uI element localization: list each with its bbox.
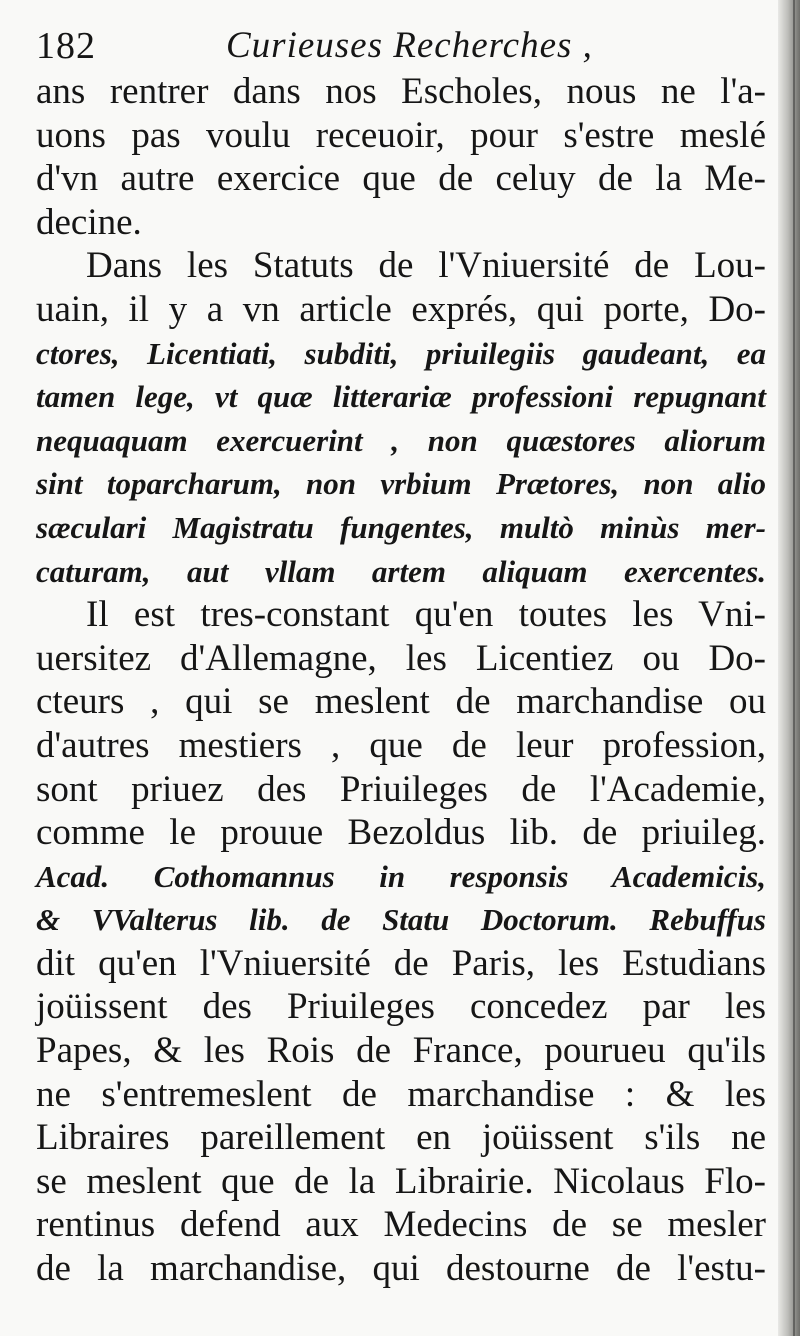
page-edge-line — [793, 0, 795, 1336]
text-line: rentinus defend aux Medecins de se mesler — [36, 1204, 766, 1246]
citation-line: & VValterus lib. de Statu Doctorum. Rebuffus — [36, 902, 766, 938]
page-gutter-shadow — [778, 0, 800, 1336]
text-line: decine. — [36, 201, 142, 243]
latin-quote-line: nequaquam exercuerint , non quæstores aliorum — [36, 422, 766, 458]
text-line: comme le prouue Bezoldus lib. de priuileg. — [36, 812, 766, 854]
running-head — [36, 18, 776, 70]
latin-quote-line: sint toparcharum, non vrbium Prætores, non alio — [36, 466, 766, 502]
body-text — [36, 70, 766, 1291]
text-line: sont priuez des Priuileges de l'Academie, — [36, 768, 766, 810]
latin-quote-line: sæculari Magistratu fungentes, multò minùs mer- — [36, 509, 766, 545]
text-line: Libraires pareillement en joüissent s'ils ne — [36, 1117, 766, 1159]
text-line: dit qu'en l'Vniuersité de Paris, les Estudians — [36, 942, 766, 984]
paragraph-start-line: Il est tres-constant qu'en toutes les Vni- — [86, 594, 766, 636]
latin-quote-line: caturam, aut vllam artem aliquam exercentes. — [36, 553, 766, 589]
text-line: cteurs , qui se meslent de marchandise ou — [36, 681, 766, 723]
text-line: ans rentrer dans nos Escholes, nous ne l'a- — [36, 71, 766, 112]
paragraph-start-line: Dans les Statuts de l'Vniuersité de Lou- — [86, 245, 766, 287]
page-number: 182 — [36, 25, 96, 67]
citation-line: Acad. Cothomannus in responsis Academicis, — [36, 858, 766, 894]
text-line: ne s'entremeslent de marchandise : & les — [36, 1073, 766, 1115]
running-title: Curieuses Recherches , — [226, 25, 593, 66]
text-line: Papes, & les Rois de France, pourueu qu'ils — [36, 1030, 766, 1072]
text-line: se meslent que de la Librairie. Nicolaus Flo- — [36, 1160, 766, 1202]
latin-quote-line: tamen lege, vt quæ litterariæ professioni repugnant — [36, 379, 766, 415]
latin-quote-line: ctores, Licentiati, subditi, priuilegiis gaudeant, ea — [36, 335, 766, 371]
text-line: uons pas voulu receuoir, pour s'estre meslé — [36, 114, 766, 156]
text-line: uersitez d'Allemagne, les Licentiez ou Do- — [36, 637, 766, 679]
text-line: d'autres mestiers , que de leur profession, — [36, 724, 766, 766]
text-line: joüissent des Priuileges concedez par les — [36, 986, 766, 1028]
text-line: d'vn autre exercice que de celuy de la Me- — [36, 158, 766, 200]
text-line: uain, il y a vn article exprés, qui porte, Do- — [36, 288, 766, 330]
text-line: de la marchandise, qui destourne de l'estu- — [36, 1248, 766, 1290]
